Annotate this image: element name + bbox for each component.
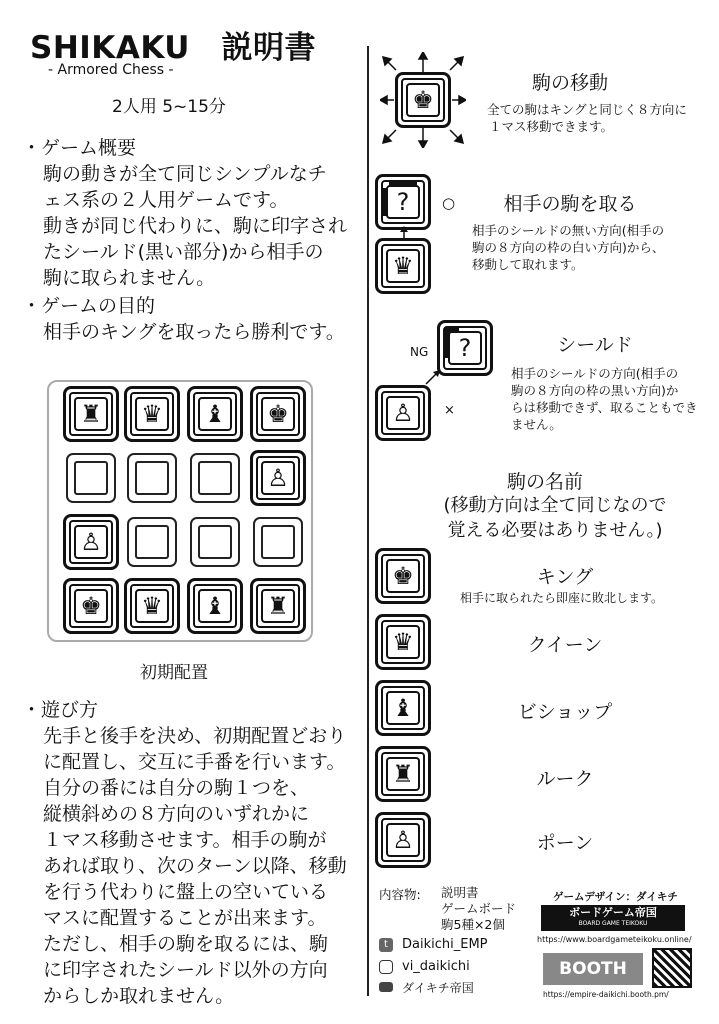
shield-line: らは移動できず、取ることもでき: [511, 400, 698, 415]
youtube-channel[interactable]: ダイキチ帝国: [402, 981, 474, 995]
designer-credit: ゲームデザイン：ダイキチ: [553, 891, 678, 903]
contents-list: [441, 885, 516, 933]
overview-text: [43, 161, 363, 291]
shield-line: ません。: [511, 417, 562, 432]
overview-line: 駒の動きが全て同じシンプルなチ: [43, 163, 327, 185]
shield-attacker-piece: ♙: [375, 385, 431, 441]
play-line: 縦横斜めの８方向のいずれかに: [43, 803, 310, 825]
qr-code[interactable]: [652, 948, 692, 988]
goal-heading: ・ゲームの目的: [22, 295, 156, 317]
twitter-handle[interactable]: Daikichi_EMP: [402, 937, 488, 952]
twitter-icon: t: [379, 938, 393, 952]
play-line: に印字されたシールド以外の方向: [43, 959, 328, 981]
shield-title: シールド: [557, 334, 633, 356]
board-opponent-piece[interactable]: ♜: [63, 386, 119, 442]
contents-item: 説明書: [441, 885, 479, 900]
board-opponent-piece[interactable]: ♛: [124, 386, 180, 442]
rook-name: ルーク: [536, 768, 594, 790]
instagram-handle[interactable]: vi_daikichi: [402, 959, 470, 974]
play-line: 先手と後手を決め、初期配置どおり: [43, 725, 347, 747]
shield-target-piece: ?: [437, 320, 493, 376]
play-line: マスに配置することが出来ます。: [43, 907, 327, 929]
page-title: SHIKAKU 説明書: [30, 30, 316, 66]
capture-line: 相手のシールドの無い方向(相手の: [472, 223, 665, 238]
capture-text: [472, 222, 664, 273]
play-text: [43, 723, 363, 1009]
bishop-piece: ♝: [375, 680, 431, 736]
shield-text: [511, 365, 698, 433]
board-empty-square[interactable]: [190, 517, 240, 567]
rook-piece: ♜: [375, 746, 431, 802]
play-line: に配置し、交互に手番を行います。: [43, 751, 346, 773]
movement-line: 全ての駒はキングと同じく８方向に: [487, 102, 687, 117]
column-divider: [367, 46, 369, 996]
contents-item: 駒5種×2個: [441, 917, 505, 932]
capture-target-piece: ?: [375, 174, 431, 230]
names-note-line: 覚える必要はありません。): [447, 520, 663, 541]
names-note-line: (移動方向は全て同じなので: [443, 495, 667, 516]
subtitle: - Armored Chess -: [48, 62, 174, 78]
shield-line: 相手のシールドの方向(相手の: [511, 366, 679, 381]
ok-mark: ○: [442, 194, 456, 212]
king-desc: 相手に取られたら即座に敗北します。: [460, 591, 664, 605]
capture-title: 相手の駒を取る: [503, 193, 637, 215]
pawn-piece: ♙: [375, 812, 431, 868]
shield-line: 駒の８方向の枠の黒い方向)か: [511, 383, 679, 398]
board-opponent-pawn[interactable]: ♙: [250, 450, 306, 506]
movement-text: [487, 101, 687, 135]
capture-attacker-piece: ♛: [375, 238, 431, 294]
board-player-piece[interactable]: ♛: [124, 578, 180, 634]
board-opponent-piece[interactable]: ♝: [187, 386, 243, 442]
pawn-name: ポーン: [536, 832, 594, 854]
board-opponent-piece[interactable]: ♚: [250, 386, 306, 442]
movement-title: 駒の移動: [531, 72, 608, 94]
booth-url[interactable]: https://empire-daikichi.booth.pm/: [543, 990, 669, 999]
queen-name: クイーン: [527, 634, 603, 656]
movement-line: １マス移動できます。: [489, 119, 614, 134]
board-empty-square[interactable]: [127, 453, 177, 503]
names-note: [410, 493, 700, 543]
board-player-piece[interactable]: ♜: [250, 578, 306, 634]
king-piece: ♚: [375, 548, 431, 604]
board-empty-square[interactable]: [66, 453, 116, 503]
contents-item: ゲームボード: [441, 901, 517, 916]
play-line: を行う代わりに盤上の空いている: [43, 881, 329, 903]
x-mark: ×: [444, 403, 455, 418]
board-player-pawn[interactable]: ♙: [63, 514, 119, 570]
ng-label: NG: [410, 345, 429, 359]
instagram-icon: [379, 960, 393, 974]
capture-line: 移動して取れます。: [472, 257, 584, 272]
play-line: あれば取り、次のターン以降、移動: [43, 855, 347, 877]
board-caption: 初期配置: [140, 663, 208, 683]
movement-king-piece: ♚: [395, 72, 451, 128]
booth-logo: BOOTH: [543, 953, 643, 985]
queen-piece: ♛: [375, 614, 431, 670]
overview-line: 動きが同じ代わりに、駒に印字され: [43, 215, 348, 237]
contents-label: 内容物:: [379, 887, 421, 902]
bishop-name: ビショップ: [517, 701, 613, 723]
play-line: からしか取れません。: [43, 985, 235, 1007]
player-count: 2人用 5~15分: [112, 97, 226, 117]
board-empty-square[interactable]: [190, 453, 240, 503]
overview-line: ェス系の２人用ゲームです。: [43, 189, 289, 211]
play-line: ただし、相手の駒を取るには、駒: [43, 933, 329, 955]
play-heading: ・遊び方: [22, 699, 99, 721]
names-title: 駒の名前: [506, 471, 583, 493]
play-line: 自分の番には自分の駒１つを、: [43, 777, 310, 799]
play-line: １マス移動させます。相手の駒が: [43, 829, 327, 851]
goal-text: 相手のキングを取ったら勝利です。: [43, 321, 345, 343]
overview-line: たシールド(黒い部分)から相手の: [43, 241, 324, 263]
board-empty-square[interactable]: [253, 517, 303, 567]
board-player-piece[interactable]: ♚: [63, 578, 119, 634]
overview-heading: ・ゲーム概要: [22, 137, 137, 159]
youtube-icon: [379, 982, 393, 992]
capture-line: 駒の８方向の枠の白い方向)から、: [472, 240, 665, 255]
site-url[interactable]: https://www.boardgameteikoku.online/: [537, 935, 692, 944]
board-empty-square[interactable]: [127, 517, 177, 567]
overview-line: 駒に取られません。: [43, 267, 216, 289]
king-name: キング: [536, 566, 594, 588]
board-player-piece[interactable]: ♝: [187, 578, 243, 634]
boardgame-teikoku-logo: ボードゲーム帝国 BOARD GAME TEIKOKU: [541, 905, 685, 931]
shield-arrow-icon: [424, 368, 442, 386]
